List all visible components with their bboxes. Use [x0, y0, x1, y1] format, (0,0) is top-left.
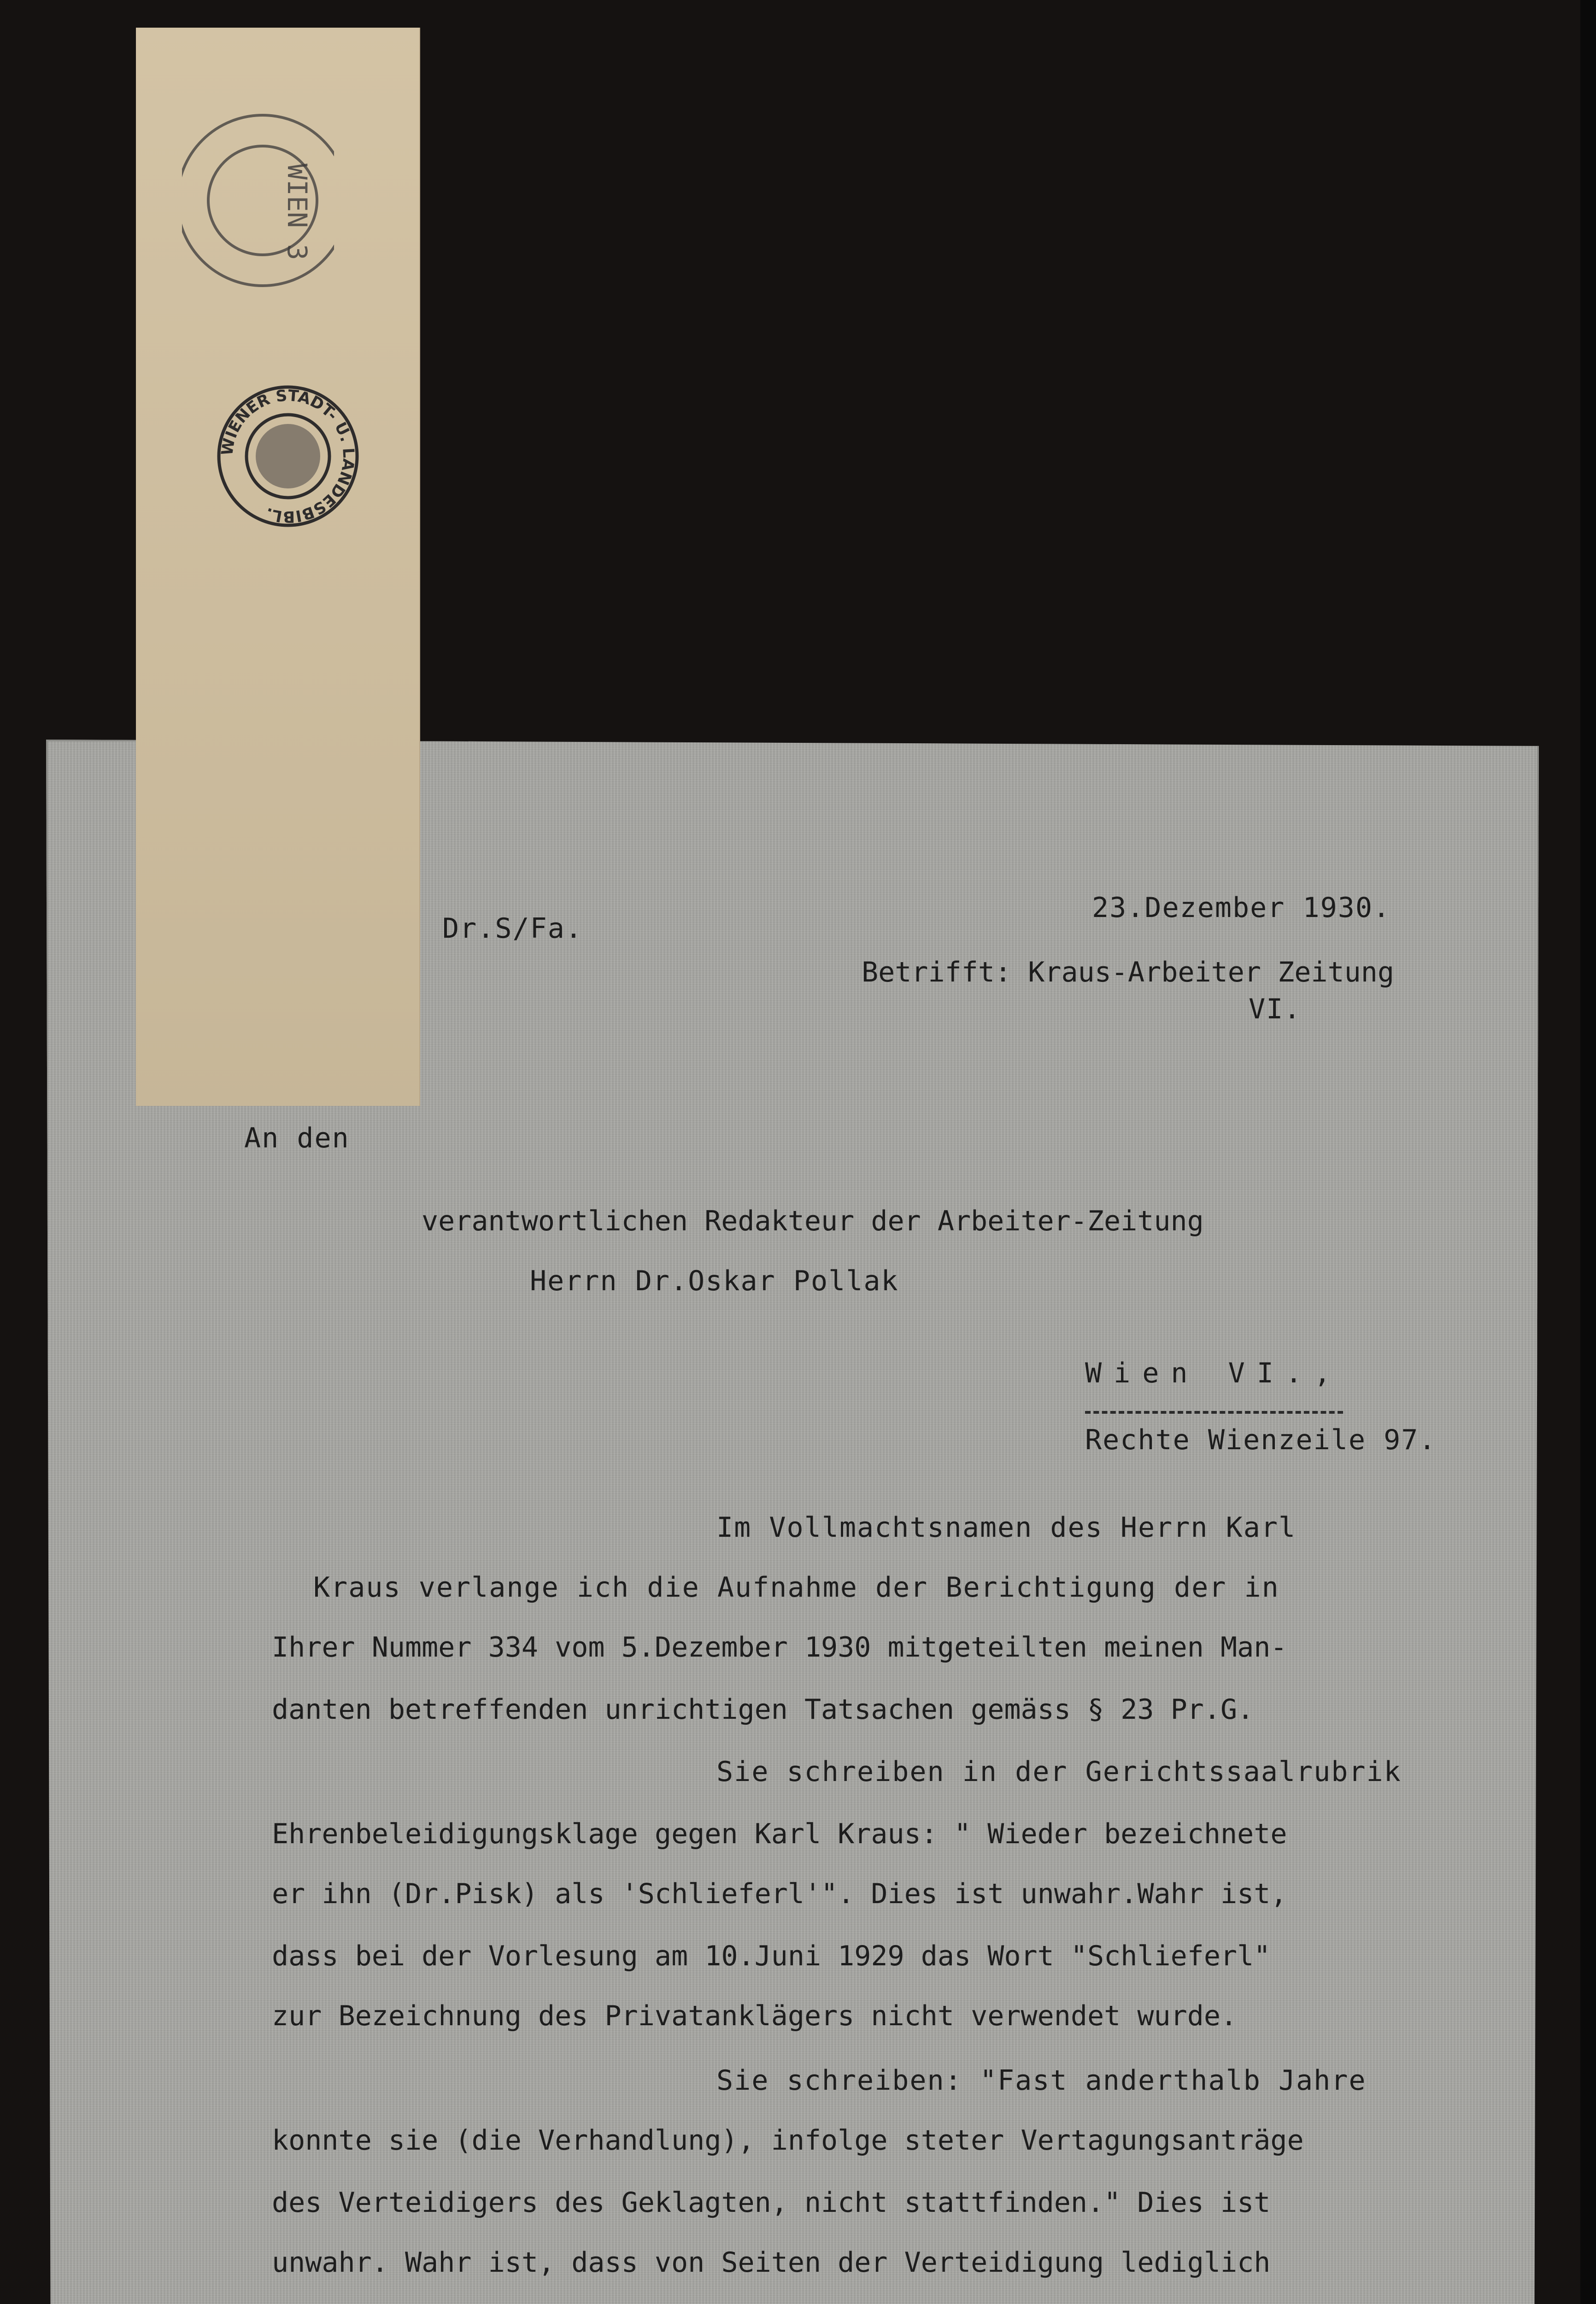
body-line: Ehrenbeleidigungsklage gegen Karl Kraus: " Wieder bezeichnete	[272, 1818, 1287, 1850]
body-line: dass bei der Vorlesung am 10.Juni 1929 das Wort "Schlieferl"	[272, 1940, 1271, 1972]
postmark-stamp-icon	[182, 94, 334, 306]
letter-date: 23.Dezember 1930.	[1092, 892, 1391, 924]
subject-line: Betrifft: Kraus-Arbeiter Zeitung	[862, 956, 1394, 988]
address-street: Rechte Wienzeile 97.	[1085, 1424, 1437, 1456]
library-stamp-text: WIENER STADT- U. LANDESBIBL.	[217, 386, 358, 526]
body-line: des Verteidigers des Geklagten, nicht stattfinden." Dies ist	[272, 2186, 1271, 2219]
body-line: Sie schreiben: "Fast anderthalb Jahre	[716, 2064, 1367, 2097]
library-stamp-icon	[210, 378, 366, 535]
body-line: Kraus verlange ich die Aufnahme der Berichtigung der in	[313, 1571, 1279, 1604]
body-line: danten betreffenden unrichtigen Tatsachen gemäss § 23 Pr.G.	[272, 1693, 1254, 1726]
body-line: Sie schreiben in der Gerichtssaalrubrik	[716, 1756, 1402, 1788]
body-line: zur Bezeichnung des Privatanklägers nicht verwendet wurde.	[272, 2000, 1238, 2032]
recipient-title: verantwortlichen Redakteur der Arbeiter-Zeitung	[422, 1205, 1204, 1237]
body-line: Im Vollmachtsnamen des Herrn Karl	[716, 1511, 1297, 1544]
body-line: Ihrer Nummer 334 vom 5.Dezember 1930 mitgeteilten meinen Man-	[272, 1631, 1287, 1663]
postmark-text: WIEN 3	[282, 164, 313, 260]
body-line: unwahr. Wahr ist, dass von Seiten der Verteidigung lediglich	[272, 2246, 1271, 2279]
archive-background-edge	[1580, 0, 1596, 2304]
recipient-salutation: An den	[244, 1122, 350, 1154]
reference-code: Dr.S/Fa.	[442, 912, 583, 945]
address-city: Wien VI.,	[1085, 1357, 1343, 1389]
recipient-name: Herrn Dr.Oskar Pollak	[530, 1265, 899, 1297]
address-underline	[1085, 1411, 1343, 1414]
body-line: er ihn (Dr.Pisk) als 'Schlieferl'". Dies ist unwahr.Wahr ist,	[272, 1878, 1287, 1910]
subject-line-2: VI.	[1249, 993, 1302, 1025]
body-line: konnte sie (die Verhandlung), infolge steter Vertagungsanträge	[272, 2124, 1304, 2157]
